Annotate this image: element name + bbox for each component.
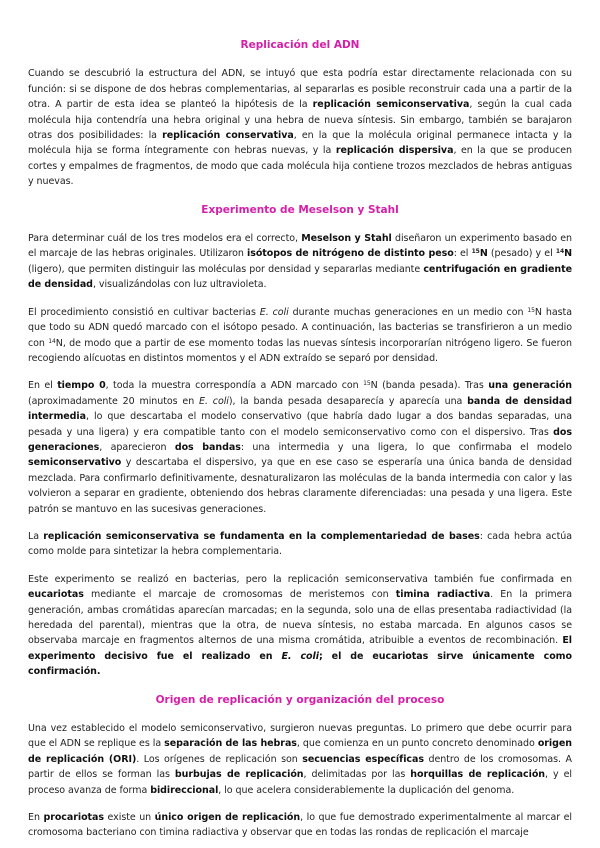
text-run: Cuando se descubrió la estructura del ADN, se intuyó que esta podría estar directamente relacionada con su función: si se dispone de dos hebras complementarias, al separarlas es posible reconstruir cada una a partir de la otra. A partir de esta idea se planteó la hipótesis de la — [28, 68, 572, 111]
text-run: diseñaron un experimento basado en el marcaje de las hebras originales. Utilizaron — [28, 233, 572, 260]
italic-text: E. coli — [199, 395, 229, 407]
section-heading: Experimento de Meselson y Stahl — [201, 203, 399, 216]
text-run: , visualizándolas con luz ultravioleta. — [92, 279, 267, 291]
bold-text: 15 — [471, 248, 480, 256]
body-paragraph — [28, 66, 572, 189]
text-run: , que comienza en un punto concreto denominado — [296, 738, 538, 750]
text-run: . Los orígenes de replicación son — [136, 753, 303, 765]
text-run: y descartaba el dispersivo, ya que en ese caso se esperaría una única banda de densidad mezclada. Para confirmarlo definitivamente, desnaturalizaron las moléculas de la banda intermedia con calor y las volvieron a separar en gradiente, obteniendo dos hebras claramente diferenciadas: una pesada y una ligera. Este patrón se mantuvo en las sucesivas generaciones. — [28, 457, 572, 515]
text-run: N (banda pesada). Tras — [370, 380, 489, 392]
bold-text: horquillas de replicación — [410, 769, 546, 781]
text-run: dentro de los cromosomas. A partir de ellos se forman las — [28, 753, 572, 781]
text-run: , aparecieron — [99, 441, 175, 453]
text-run: existe un — [104, 812, 155, 824]
text-run: : una intermedia y una ligera, lo que confirmaba el modelo — [240, 441, 572, 453]
text-run: : el — [453, 248, 472, 260]
text-run: , lo que acelera considerablemente la duplicación del genoma. — [218, 784, 515, 796]
text-run: . En la primera generación, ambas cromátidas aparecían marcadas; en la segunda, solo una de ellas presentaba radiactividad (la heredada del parental), mientras que la otra, de nueva síntesis, no estaba marcada. En algunos casos se observaba marcaje en fragmentos alternos de una misma cromátida, atribuible a eventos de recombinación. — [28, 589, 572, 647]
spacer — [28, 517, 572, 529]
text-run: , toda la muestra correspondía a ADN marcado con — [105, 380, 364, 392]
text-run: 15 — [527, 306, 535, 314]
bold-text: replicación semiconservativa se fundamenta en la complementariedad de bases — [43, 530, 480, 542]
body-paragraph — [28, 231, 572, 293]
body-paragraph — [28, 810, 572, 841]
bold-text: origen de replicación (ORI) — [28, 738, 572, 765]
text-run: , delimitadas por las — [303, 769, 411, 781]
text-run: , lo que fue demostrado experimentalmente al marcar el cromosoma bacteriano con timina radiactiva y observar que en todas las rondas de replicación el marcaje — [28, 812, 572, 839]
text-run: , lo que descartaba el modelo conservativo (que habría dado lugar a dos bandas separadas, una pesada y una ligera) y era compatible tanto con el modelo semiconservativo como con el dispersivo. Tras — [28, 411, 572, 438]
text-run: 14 — [48, 337, 56, 345]
spacer — [28, 708, 572, 721]
text-run: N, de modo que a partir de ese momento todas las nuevas síntesis incorporarían nitrógeno ligero. Se fueron recogiendo alícuotas en distintos momentos y el ADN extraído se separó por densidad. — [28, 337, 572, 364]
bold-text: dos generaciones — [28, 426, 572, 453]
bold-text: dos bandas — [174, 441, 241, 453]
bold-text: El experimento decisivo fue el realizado en — [28, 635, 572, 662]
bold-text: E. coli — [281, 650, 319, 662]
text-run: La — [28, 530, 44, 542]
bold-text: tiempo 0 — [57, 380, 106, 392]
text-run: (aproximadamente 20 minutos en — [28, 395, 200, 407]
bold-text: burbujas de replicación — [174, 769, 304, 781]
bold-text: isótopos de nitrógeno de distinto peso — [247, 248, 454, 260]
bold-text: 14 — [555, 248, 565, 256]
bold-text: bidireccional — [150, 784, 219, 796]
bold-text: único origen de replicación — [154, 812, 301, 824]
text-run: durante muchas generaciones en un medio con — [288, 306, 528, 318]
text-run: , en la que se producen cortes y empalmes de fragmentos, de modo que cada molécula hija contiene trozos mezclados de hebras antiguas y nuevas. — [28, 145, 572, 188]
text-run: , y el proceso avanza de forma — [28, 769, 572, 796]
bold-text: N — [564, 248, 572, 260]
bold-text: timina radiactiva — [395, 589, 491, 601]
spacer — [28, 680, 572, 693]
text-run: (ligero), que permiten distinguir las moléculas por densidad y separarlas mediante — [28, 263, 424, 275]
bold-text: replicación semiconservativa — [312, 99, 470, 111]
bold-text: procariotas — [43, 812, 105, 824]
spacer — [28, 293, 572, 305]
spacer — [28, 560, 572, 572]
text-run: Una vez establecido el modelo semiconservativo, surgieron nuevas preguntas. Lo primero que debe ocurrir para que el ADN se replique es la — [28, 723, 572, 750]
text-run: Este experimento se realizó en bacterias, pero la replicación semiconservativa también fue confirmada en — [28, 573, 572, 585]
body-paragraph — [28, 305, 572, 367]
body-paragraph — [28, 721, 572, 798]
spacer — [28, 53, 572, 66]
body-paragraph — [28, 572, 572, 680]
italic-text: E. coli — [259, 306, 289, 318]
bold-text: Meselson y Stahl — [301, 233, 392, 245]
text-run: En — [28, 812, 44, 824]
text-run: ), la banda pesada desaparecía y aparecía una — [228, 395, 468, 407]
body-paragraph — [28, 378, 572, 517]
bold-text: ; el de eucariotas sirve únicamente como confirmación. — [28, 650, 572, 678]
section-heading: Origen de replicación y organización del proceso — [155, 693, 445, 706]
text-run: : cada hebra actúa como molde para sintetizar la hebra complementaria. — [28, 530, 573, 558]
spacer — [28, 366, 572, 378]
spacer — [28, 798, 572, 810]
text-run: mediante el marcaje de cromosomas de meristemos con — [83, 589, 396, 601]
bold-text: replicación dispersiva — [335, 145, 454, 157]
text-run: El procedimiento consistió en cultivar bacterias — [28, 306, 260, 318]
text-run: 15 — [363, 380, 371, 388]
bold-text: secuencias específicas — [302, 753, 424, 765]
bold-text: semiconservativo — [28, 457, 122, 469]
document-body — [28, 53, 572, 840]
text-run: , según la cual cada molécula hija contendría una hebra original y una hebra de nueva síntesis. Sin embargo, también se barajaron otras dos posibilidades: la — [28, 99, 573, 142]
text-run: (pesado) y el — [487, 248, 556, 260]
bold-text: eucariotas — [28, 589, 84, 601]
bold-text: una generación — [488, 380, 573, 392]
bold-text: banda de densidad intermedia — [28, 395, 572, 423]
text-run: N hasta que todo su ADN quedó marcado con el isótopo pesado. A continuación, las bacterias se transfirieron a un medio con — [28, 306, 572, 349]
bold-text: centrifugación en gradiente de densidad — [28, 263, 572, 291]
bold-text: replicación conservativa — [162, 130, 294, 142]
spacer — [28, 190, 572, 203]
body-paragraph — [28, 529, 572, 560]
page-title: Replicación del ADN — [240, 39, 360, 51]
spacer — [28, 218, 572, 231]
text-run: Para determinar cuál de los tres modelos era el correcto, — [28, 233, 302, 245]
text-run: , en la que la molécula original permanece intacta y la molécula hija se forma íntegramente con hebras nuevas, y la — [28, 130, 572, 157]
text-run: En el — [28, 380, 58, 392]
bold-text: separación de las hebras — [164, 738, 297, 750]
bold-text: N — [479, 248, 488, 260]
